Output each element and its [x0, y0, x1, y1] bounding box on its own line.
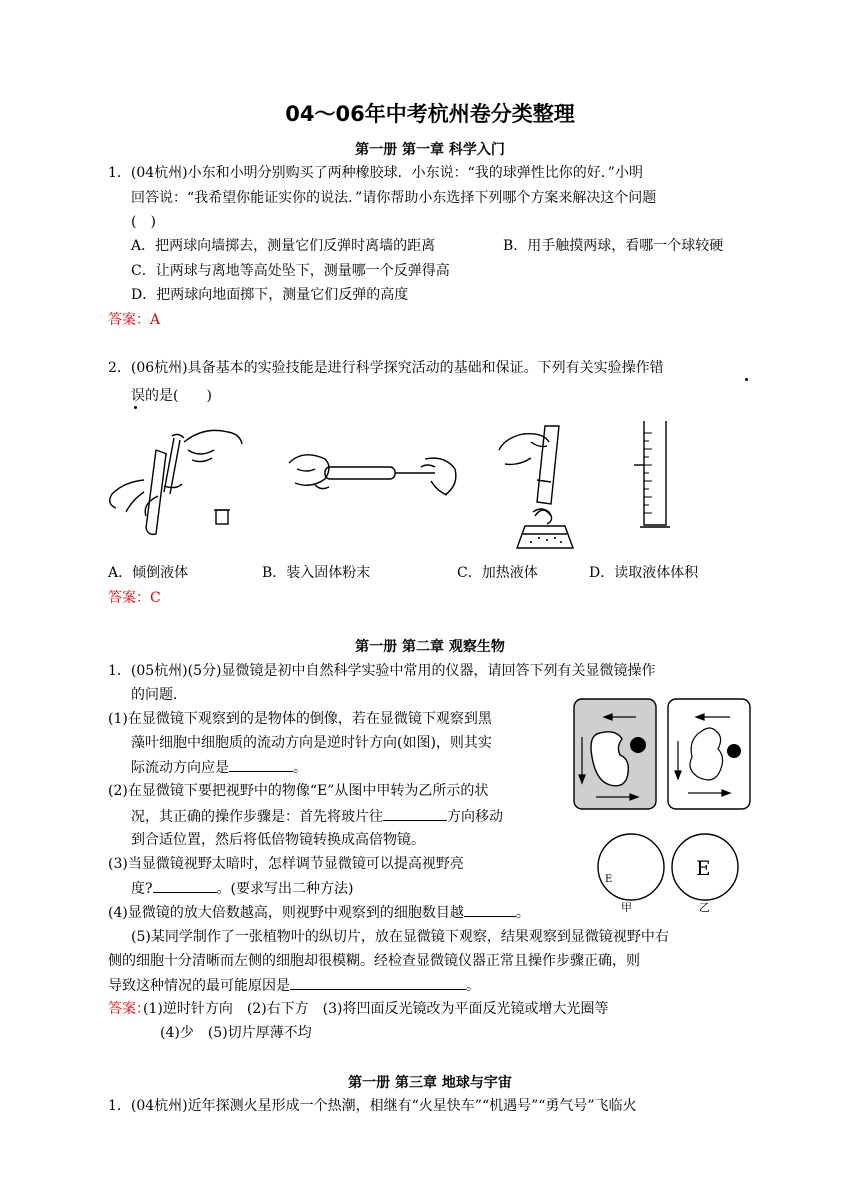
text-segment: 。 — [293, 760, 307, 776]
q1-option-c: C．让两球与离地等高处坠下，测量哪一个反弹得高 — [131, 263, 450, 279]
q2-option-a: A．倾倒液体 — [108, 565, 189, 581]
loading-powder-figure — [285, 445, 460, 505]
field-view-jia — [596, 832, 666, 902]
answer-label: 答案： — [108, 590, 150, 606]
text-segment: 。 — [515, 905, 530, 921]
cell-flow-figure-2 — [666, 697, 752, 811]
s2-part5-line2: 侧的细胞十分清晰而左侧的细胞却很模糊。经检查显微镜仪器正常且操作步骤正确，则 — [108, 953, 640, 969]
q1-option-d: D．把两球向地面掷下，测量它们反弹的高度 — [131, 287, 409, 303]
q2-answer — [108, 588, 161, 608]
answer-blank — [229, 757, 293, 772]
answer-value: A — [150, 312, 161, 328]
section-heading-1: 第一册 第一章 科学入门 — [355, 142, 505, 158]
text-segment: 方向移动 — [447, 809, 503, 825]
label-jia: 甲 — [621, 901, 632, 914]
s2-part1-line1: (1)在显微镜下观察到的是物体的倒像，若在显微镜下观察到黑 — [108, 711, 492, 727]
s2-part5-line3 — [108, 975, 480, 996]
label-yi: 乙 — [699, 901, 710, 914]
heating-liquid-figure — [495, 420, 595, 555]
text-segment: 。 — [466, 978, 480, 994]
s3-q1-line1: 1．(04杭州)近年探测火星形成一个热潮，相继有“火星快车”“机遇号”“勇气号”飞临火 — [108, 1098, 637, 1114]
text-segment: 况，其正确的操作步骤是：首先将玻片往 — [131, 809, 383, 825]
answer-blank — [464, 902, 516, 917]
q2-option-b: B．装入固体粉末 — [262, 565, 371, 581]
q1-option-a: A．把两球向墙掷去，测量它们反弹时离墙的距离 — [131, 238, 436, 254]
s2-part2-line3: 到合适位置，然后将低倍物镜转换成高倍物镜。 — [131, 832, 425, 848]
text-segment: (4)显微镜的放大倍数越高，则视野中观察到的细胞数目越 — [108, 905, 464, 921]
cell-flow-figure-1 — [572, 697, 658, 811]
s2-q1-line1: 1．(05杭州)(5分)显微镜是初中自然科学实验中常用的仪器，请回答下列有关显微镜操作 — [108, 663, 656, 679]
s2-part3-line1: (3)当显微镜视野太暗时，怎样调节显微镜可以提高视野亮 — [108, 856, 464, 872]
s2-part2-line1: (2)在显微镜下要把视野中的物像“E”从图中甲转为乙所示的状 — [108, 783, 489, 799]
pouring-liquid-figure — [104, 420, 244, 540]
q2-option-d: D．读取液体体积 — [589, 565, 699, 581]
q2-line1: 2．(06杭州)具备基本的实验技能是进行科学探究活动的基础和保证。下列有关实验操作错 — [108, 360, 664, 376]
q1-option-b: B．用手触摸两球，看哪一个球较硬 — [503, 238, 724, 254]
s2-answer-label: 答案： — [108, 1001, 150, 1017]
s2-answer-line1: (1)逆时针方向 (2)右下方 (3)将凹面反光镜改为平面反光镜或增大光圈等 — [143, 1001, 609, 1017]
answer-blank — [153, 878, 217, 893]
q2-line2: 误的是( ) — [131, 388, 212, 404]
q1-line2: 回答说：“我希望你能证实你的说法．”请你帮助小东选择下列哪个方案来解决这个问题 — [131, 190, 657, 206]
answer-blank — [383, 806, 447, 821]
big-e-letter: E — [696, 856, 711, 880]
q1-answer — [108, 310, 160, 330]
q2-option-c: C．加热液体 — [457, 565, 538, 581]
s2-part2-line2 — [131, 806, 503, 827]
s2-part5-line1: (5)某同学制作了一张植物叶的纵切片，放在显微镜下观察，结果观察到显微镜视野中右 — [131, 929, 669, 945]
measuring-cylinder-figure — [630, 417, 680, 535]
emphasis-dot — [134, 406, 137, 409]
section-heading-2: 第一册 第二章 观察生物 — [355, 639, 505, 655]
s2-part4-line — [108, 902, 530, 923]
s2-answer-line2: (4)少 (5)切片厚薄不均 — [160, 1025, 312, 1041]
answer-value: C — [150, 590, 161, 606]
emphasis-dot — [745, 378, 748, 381]
page-title: 04～06年中考杭州卷分类整理 — [285, 102, 575, 126]
s2-part1-line2: 藻叶细胞中细胞质的流动方向是逆时针方向(如图)，则其实 — [131, 735, 492, 751]
section-heading-3: 第一册 第三章 地球与宇宙 — [348, 1075, 512, 1091]
text-segment: 度? — [131, 881, 153, 897]
text-segment: 导致这种情况的最可能原因是 — [108, 978, 290, 994]
s2-part1-line3 — [131, 757, 307, 778]
answer-label: 答案： — [108, 312, 150, 328]
q1-line3: ( ) — [131, 214, 156, 230]
q1-line1: 1．(04杭州)小东和小明分别购买了两种橡胶球．小东说：“我的球弹性比你的好．”小明 — [108, 165, 643, 181]
text-segment: 际流动方向应是 — [131, 760, 229, 776]
text-segment: 。(要求写出二种方法) — [216, 881, 354, 897]
s2-part3-line2 — [131, 878, 353, 899]
small-e-letter: E — [605, 874, 613, 885]
answer-blank — [290, 975, 466, 990]
s2-q1-line2: 的问题． — [131, 687, 187, 703]
